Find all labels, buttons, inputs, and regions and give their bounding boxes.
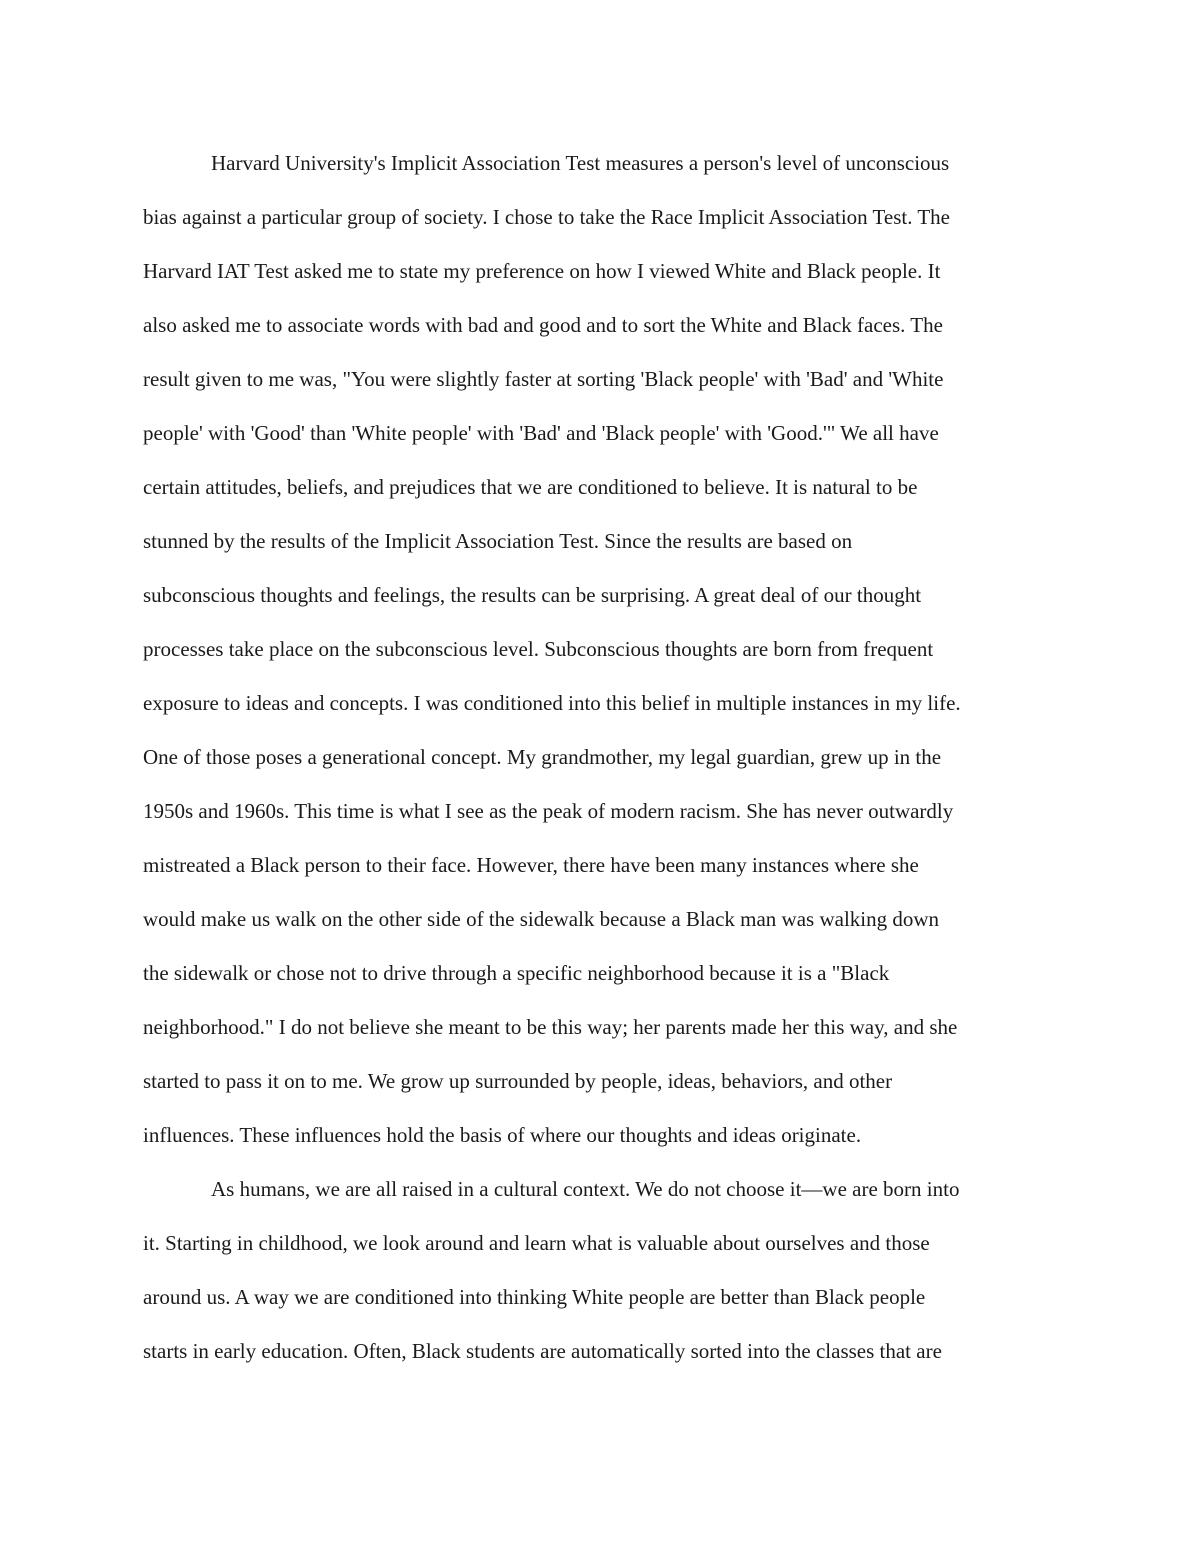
paragraph-1-line-19: influences. These influences hold the basis of where our thoughts and ideas originate. [143, 1123, 862, 1147]
paragraph-1-line-6: people' with 'Good' than 'White people' with 'Bad' and 'Black people' with 'Good.'" We all have [143, 421, 939, 445]
paragraph-1-line-14: mistreated a Black person to their face. However, there have been many instances where she [143, 853, 919, 877]
paragraph-2-line-1: As humans, we are all raised in a cultural context. We do not choose it—we are born into [211, 1177, 960, 1201]
paragraph-1-line-5: result given to me was, "You were slightly faster at sorting 'Black people' with 'Bad' and 'White [143, 367, 944, 391]
paragraph-1-line-2: bias against a particular group of society. I chose to take the Race Implicit Association Test. The [143, 205, 950, 229]
paragraph-1-line-11: exposure to ideas and concepts. I was conditioned into this belief in multiple instances in my life. [143, 691, 961, 715]
paragraph-1-line-17: neighborhood." I do not believe she meant to be this way; her parents made her this way, and she [143, 1015, 958, 1039]
paragraph-1-line-4: also asked me to associate words with bad and good and to sort the White and Black faces. The [143, 313, 943, 337]
paragraph-1-line-12: One of those poses a generational concept. My grandmother, my legal guardian, grew up in the [143, 745, 942, 769]
paragraph-2-line-4: starts in early education. Often, Black students are automatically sorted into the classes that are [143, 1339, 942, 1363]
paragraph-1-line-15: would make us walk on the other side of the sidewalk because a Black man was walking down [143, 907, 940, 931]
paragraph-1-line-1: Harvard University's Implicit Association Test measures a person's level of unconscious [211, 151, 950, 175]
paragraph-1-line-7: certain attitudes, beliefs, and prejudices that we are conditioned to believe. It is natural to be [143, 475, 918, 499]
paragraph-1-line-8: stunned by the results of the Implicit Association Test. Since the results are based on [143, 529, 853, 553]
paragraph-1-line-13: 1950s and 1960s. This time is what I see as the peak of modern racism. She has never outwardly [143, 799, 954, 823]
paragraph-2-line-3: around us. A way we are conditioned into thinking White people are better than Black people [143, 1285, 926, 1309]
essay-body [143, 136, 1063, 1378]
paragraph-2-line-2: it. Starting in childhood, we look around and learn what is valuable about ourselves and those [143, 1231, 930, 1255]
paragraph-1-line-3: Harvard IAT Test asked me to state my preference on how I viewed White and Black people. It [143, 259, 941, 283]
paragraph-1-line-9: subconscious thoughts and feelings, the results can be surprising. A great deal of our thought [143, 583, 922, 607]
paragraph-1-line-10: processes take place on the subconscious level. Subconscious thoughts are born from frequent [143, 637, 934, 661]
paragraph-1-line-16: the sidewalk or chose not to drive through a specific neighborhood because it is a "Black [143, 961, 890, 985]
paragraph-1-line-18: started to pass it on to me. We grow up surrounded by people, ideas, behaviors, and other [143, 1069, 893, 1093]
